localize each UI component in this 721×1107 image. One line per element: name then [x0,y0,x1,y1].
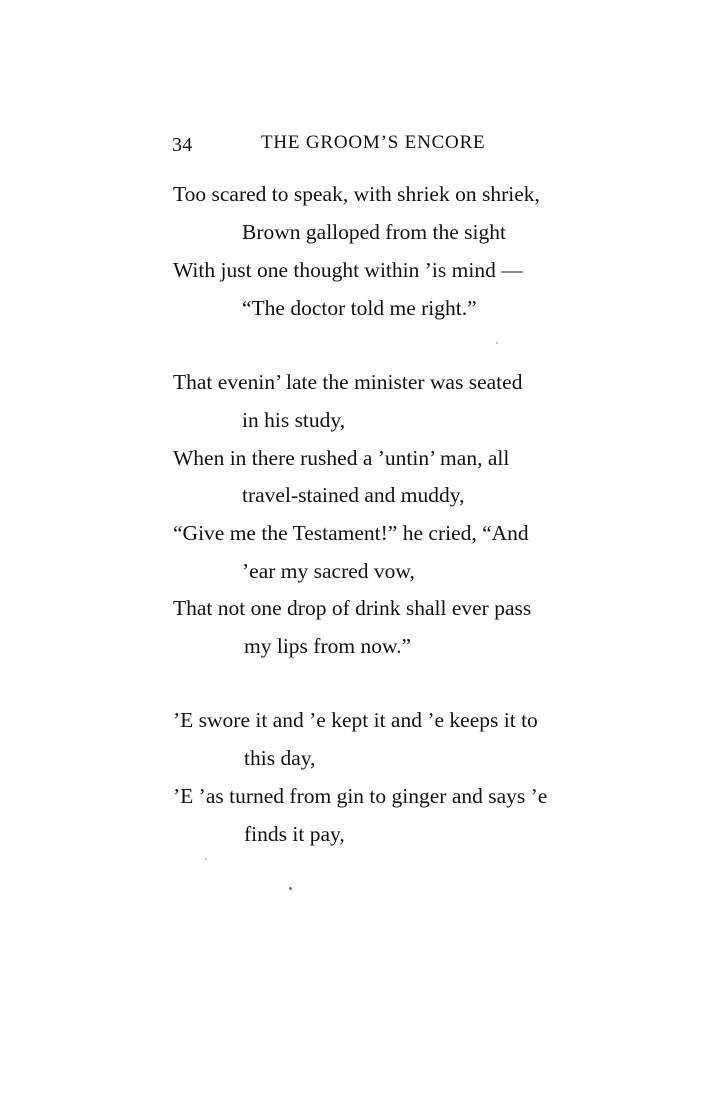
verse-line: “The doctor told me right.” [242,296,477,320]
verse-line: When in there rushed a ’untin’ man, all [173,446,510,470]
verse-line: travel-stained and muddy, [242,483,465,507]
verse-line: this day, [244,746,316,770]
verse-line: “Give me the Testament!” he cried, “And [173,521,529,545]
verse-line: finds it pay, [244,822,345,846]
verse-line: Too scared to speak, with shriek on shriek, [173,182,540,206]
verse-line: That evenin’ late the minister was seated [173,370,523,394]
verse-line: my lips from now.” [244,634,412,658]
scan-speck [289,887,292,890]
verse-line: ’E ’as turned from gin to ginger and says ’e [173,784,548,808]
verse-line: That not one drop of drink shall ever pass [173,596,532,620]
running-title: THE GROOM’S ENCORE [261,132,486,153]
page-number: 34 [172,134,193,156]
verse-line: Brown galloped from the sight [242,220,506,244]
verse-line: With just one thought within ’is mind — [173,258,523,282]
verse-line: ’ear my sacred vow, [242,559,415,583]
verse-line: in his study, [242,408,346,432]
scan-speck [205,858,207,860]
verse-line: ’E swore it and ’e kept it and ’e keeps it to [173,708,538,732]
scan-speck [496,342,498,344]
